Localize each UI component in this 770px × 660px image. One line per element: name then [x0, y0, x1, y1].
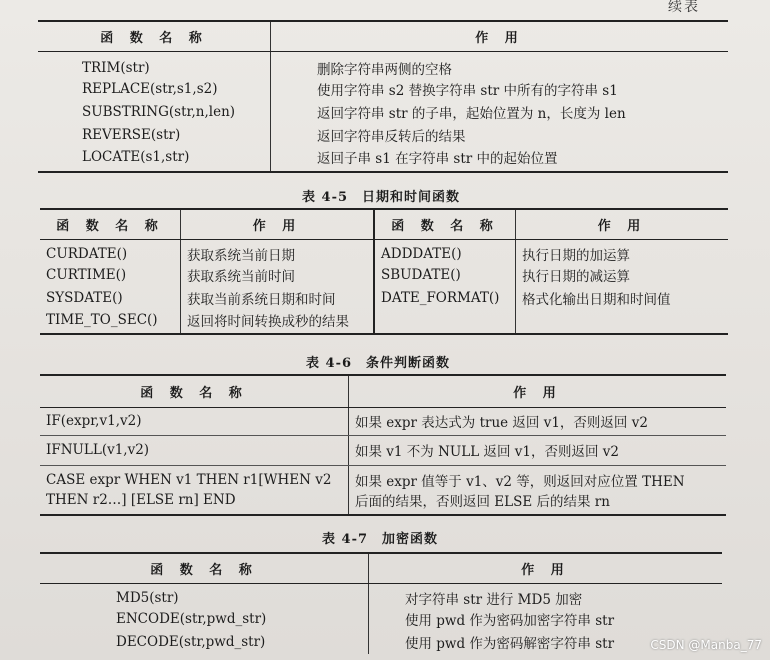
- table-row: ENCODE(str,pwd_str) 使用 pwd 作为密码加密字符串 str: [40, 608, 722, 631]
- conditional-functions-table: [40, 374, 726, 516]
- table-caption-4-5: 表 4-5 日期和时间函数: [302, 190, 461, 205]
- table-row: IF(expr,v1,v2) 如果 expr 表达式为 true 返回 v1，否则返回 v2: [40, 407, 726, 435]
- table-row: IFNULL(v1,v2) 如果 v1 不为 NULL 返回 v1，否则返回 v2: [40, 435, 726, 465]
- col-header-usage-2: 作 用: [516, 209, 729, 239]
- col-header-usage: 作 用: [369, 553, 723, 583]
- encryption-functions-table: [40, 552, 722, 654]
- col-header-name: 函 数 名 称: [40, 375, 349, 407]
- table-row: THEN r2…] [ELSE rn] END 后面的结果，否则返回 ELSE 后的结果 rn: [40, 490, 726, 515]
- table-row: REPLACE(str,s1,s2) 使用字符串 s2 替换字符串 str 中所有的字符串 s1: [38, 78, 728, 101]
- col-header-usage: 作 用: [349, 375, 727, 407]
- col-header-name: 函 数 名 称: [40, 553, 369, 583]
- watermark: CSDN @Manba_77: [650, 638, 762, 652]
- table-caption-4-6: 表 4-6 条件判断函数: [306, 356, 451, 371]
- table-row: CASE expr WHEN v1 THEN r1[WHEN v2 如果 expr 值等于 v1、v2 等，则返回对应位置 THEN: [40, 465, 726, 490]
- table-row: SUBSTRING(str,n,len) 返回字符串 str 的子串，起始位置为 n，长度为 len: [38, 101, 728, 124]
- table-row: DECODE(str,pwd_str) 使用 pwd 作为密码解密字符串 str: [40, 631, 722, 654]
- table-row: TIME_TO_SEC() 返回将时间转换成秒的结果: [40, 310, 728, 334]
- table-row: MD5(str) 对字符串 str 进行 MD5 加密: [40, 583, 722, 608]
- col-header-usage: 作 用: [271, 21, 729, 51]
- table-row: TRIM(str) 删除字符串两侧的空格: [38, 51, 728, 78]
- table-row: LOCATE(s1,str) 返回子串 s1 在字符串 str 中的起始位置: [38, 147, 728, 172]
- table-caption-4-7: 表 4-7 加密函数: [322, 532, 439, 547]
- col-header-name-2: 函 数 名 称: [374, 209, 516, 239]
- table-row: SYSDATE() 获取当前系统日期和时间 DATE_FORMAT() 格式化输出日期和时间值: [40, 287, 728, 310]
- col-header-name: 函 数 名 称: [40, 209, 181, 239]
- table-row: CURDATE() 获取系统当前日期 ADDDATE() 执行日期的加运算: [40, 239, 728, 264]
- table-row: CURTIME() 获取系统当前时间 SBUDATE() 执行日期的减运算: [40, 264, 728, 287]
- string-functions-table: [38, 20, 728, 173]
- table-row: REVERSE(str) 返回字符串反转后的结果: [38, 124, 728, 147]
- col-header-name: 函 数 名 称: [38, 21, 271, 51]
- date-functions-table: [40, 208, 728, 335]
- col-header-usage: 作 用: [181, 209, 375, 239]
- continued-mark: 续表: [668, 0, 700, 15]
